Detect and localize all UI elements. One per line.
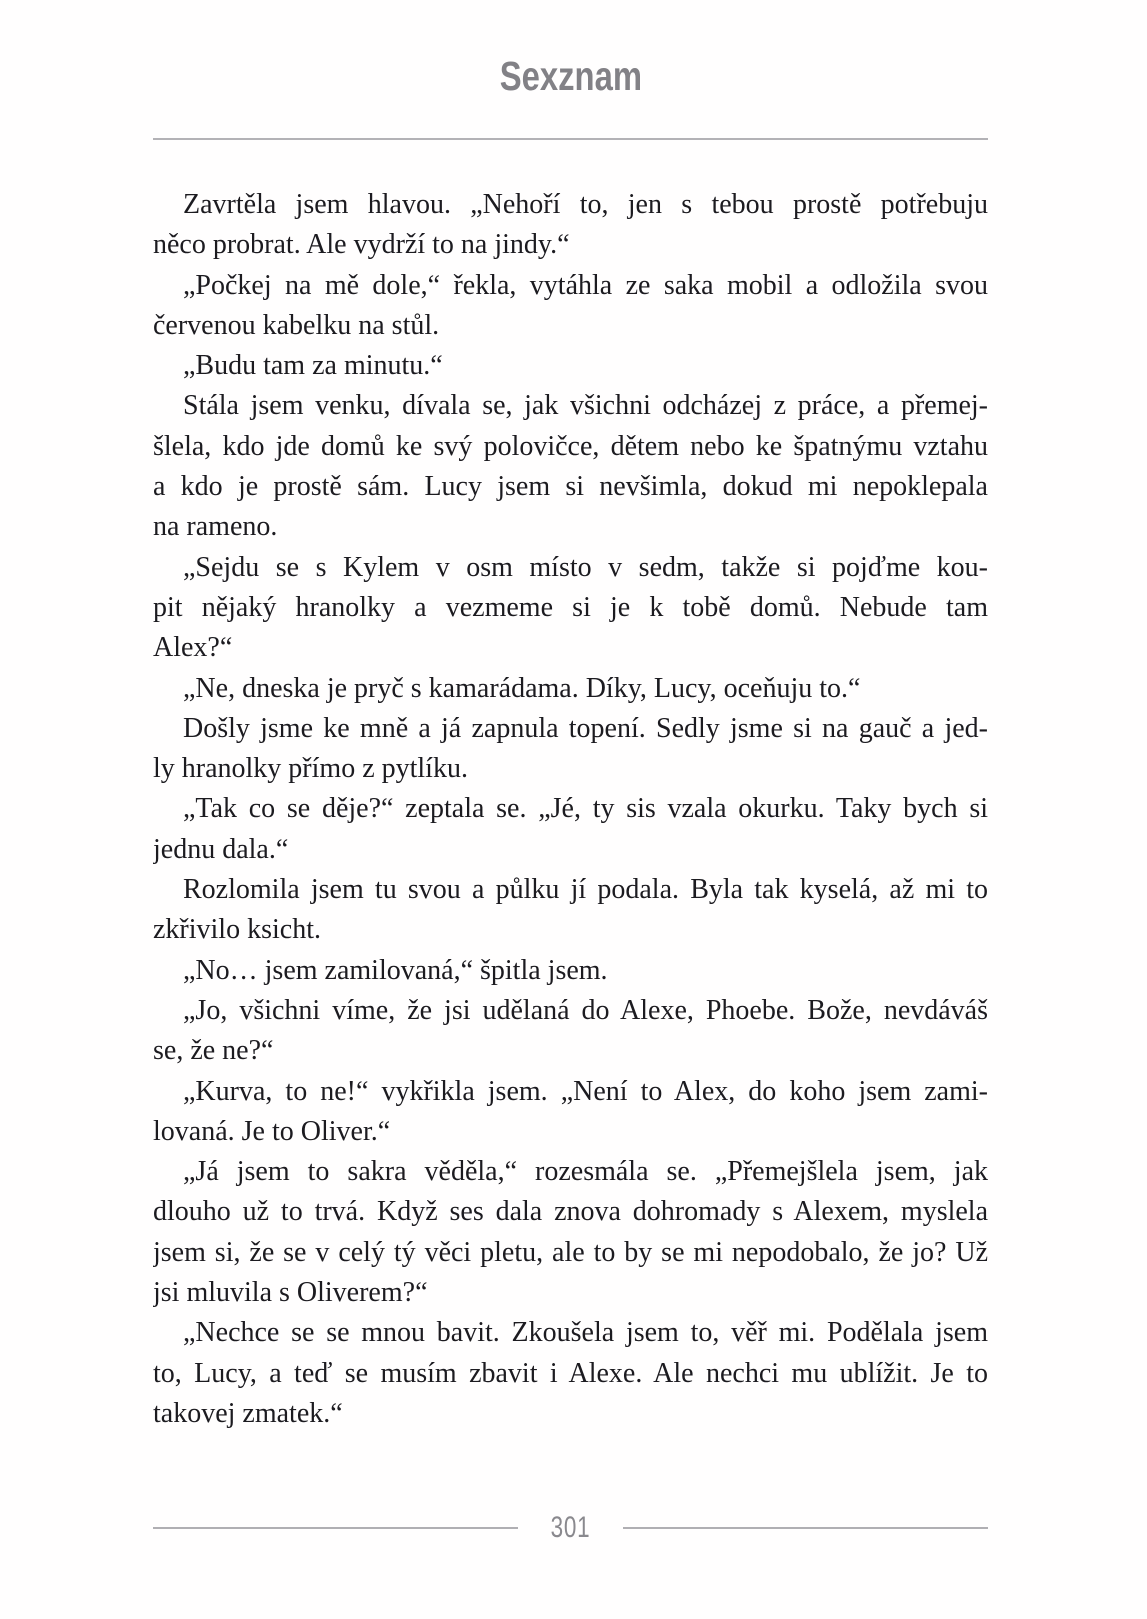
text-line: Stála jsem venku, dívala se, jak všichni odcházej z práce, a přemej-	[183, 390, 988, 422]
paragraph	[153, 669, 988, 709]
text-line: na rameno.	[153, 511, 278, 543]
text-line: „Nechce se se mnou bavit. Zkoušela jsem to, věř mi. Podělala jsem	[183, 1317, 988, 1349]
paragraph	[153, 709, 988, 790]
text-line: „Počkej na mě dole,“ řekla, vytáhla ze saka mobil a odložila svou	[183, 269, 988, 301]
paragraph	[153, 386, 988, 547]
text-line: se, že ne?“	[153, 1035, 274, 1067]
text-line: Alex?“	[153, 632, 233, 664]
text-line: něco probrat. Ale vydrží to na jindy.“	[153, 229, 570, 261]
paragraph	[153, 991, 988, 1072]
footer-divider-right	[623, 1527, 988, 1529]
text-line: „Tak co se děje?“ zeptala se. „Jé, ty sis vzala okurku. Taky bych si	[183, 793, 988, 825]
paragraph	[153, 548, 988, 669]
paragraph	[153, 1313, 988, 1434]
text-line: „Ne, dneska je pryč s kamarádama. Díky, Lucy, oceňuju to.“	[183, 672, 861, 704]
text-line: jednu dala.“	[153, 833, 289, 865]
footer-divider-left	[153, 1527, 518, 1529]
text-line: Rozlomila jsem tu svou a půlku jí podala. Byla tak kyselá, až mi to	[183, 874, 988, 906]
page-footer	[153, 1511, 988, 1545]
text-line: „Kurva, to ne!“ vykřikla jsem. „Není to Alex, do koho jsem zami-	[183, 1075, 988, 1107]
text-line: ly hranolky přímo z pytlíku.	[153, 753, 468, 785]
paragraph	[153, 1152, 988, 1313]
text-line: červenou kabelku na stůl.	[153, 309, 440, 341]
text-line: lovaná. Je to Oliver.“	[153, 1115, 391, 1147]
page-number: 301	[550, 1511, 591, 1544]
paragraph	[153, 951, 988, 991]
paragraph	[153, 789, 988, 870]
text-line: dlouho už to trvá. Když ses dala znova dohromady s Alexem, myslela	[153, 1196, 988, 1228]
paragraph	[153, 346, 988, 386]
text-line: jsi mluvila s Oliverem?“	[153, 1277, 428, 1309]
header-divider	[153, 138, 988, 140]
text-line: zkřivilo ksicht.	[153, 914, 321, 946]
text-line: Došly jsme ke mně a já zapnula topení. Sedly jsme si na gauč a jed-	[183, 712, 988, 744]
text-line: „Já jsem to sakra věděla,“ rozesmála se. „Přemejšlela jsem, jak	[183, 1156, 988, 1188]
text-line: jsem si, že se v celý tý věci pletu, ale to by se mi nepodobalo, že jo? Už	[153, 1236, 988, 1268]
text-line: takovej zmatek.“	[153, 1397, 343, 1429]
chapter-title: Sexznam	[499, 53, 642, 99]
paragraph	[153, 266, 988, 347]
text-line: „Sejdu se s Kylem v osm místo v sedm, takže si pojďme kou-	[183, 551, 988, 583]
text-line: to, Lucy, a teď se musím zbavit i Alexe. Ale nechci mu ublížit. Je to	[153, 1357, 988, 1389]
body-text	[153, 185, 988, 1434]
text-line: šlela, kdo jde domů ke svý polovičce, dětem nebo ke špatnýmu vztahu	[153, 430, 988, 462]
text-line: Zavrtěla jsem hlavou. „Nehoří to, jen s tebou prostě potřebuju	[183, 189, 988, 220]
paragraph	[153, 870, 988, 951]
text-line: pit nějaký hranolky a vezmeme si je k tobě domů. Nebude tam	[153, 591, 988, 623]
text-line: „No… jsem zamilovaná,“ špitla jsem.	[183, 954, 608, 986]
paragraph	[153, 185, 988, 266]
chapter-header	[153, 53, 988, 99]
text-line: „Budu tam za minutu.“	[183, 350, 443, 382]
paragraph	[153, 1072, 988, 1153]
text-line: „Jo, všichni víme, že jsi udělaná do Alexe, Phoebe. Bože, nevdáváš	[183, 994, 988, 1026]
text-line: a kdo je prostě sám. Lucy jsem si nevšimla, dokud mi nepoklepala	[153, 471, 988, 503]
